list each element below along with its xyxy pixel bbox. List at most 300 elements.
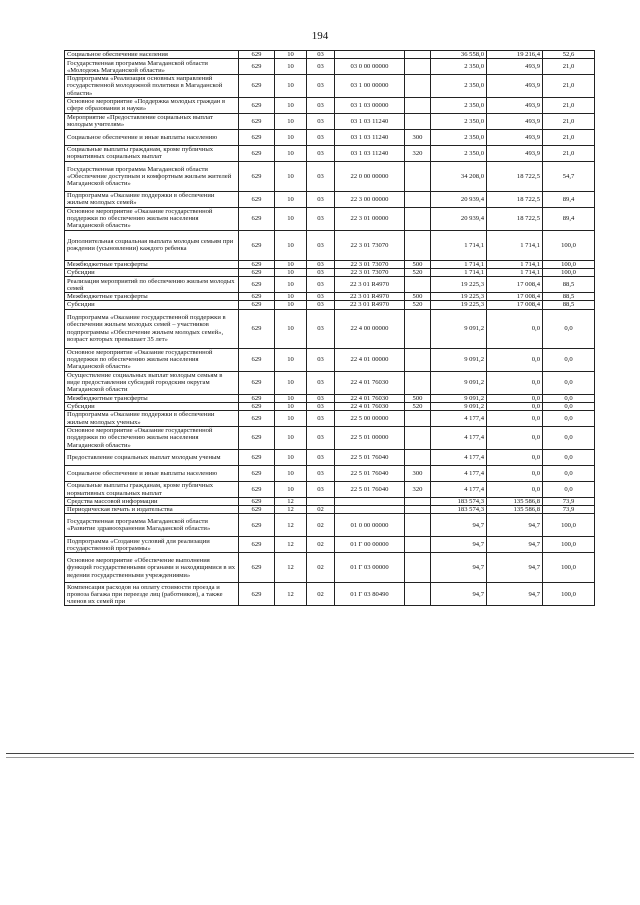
cell-grbs: 629 — [239, 583, 275, 606]
table-row — [65, 537, 595, 553]
cell-rz: 10 — [275, 51, 307, 59]
cell-rz: 10 — [275, 75, 307, 98]
cell-rz: 10 — [275, 97, 307, 113]
cell-plan: 183 574,3 — [431, 498, 487, 506]
cell-pr: 02 — [307, 583, 335, 606]
cell-name: Социальное обеспечение населения — [65, 51, 239, 59]
cell-csr: 22 4 01 76030 — [335, 371, 405, 394]
cell-plan: 94,7 — [431, 583, 487, 606]
table-row — [65, 402, 595, 410]
cell-plan: 1 714,1 — [431, 260, 487, 268]
cell-pr: 03 — [307, 309, 335, 348]
table-row — [65, 277, 595, 293]
cell-rz: 10 — [275, 230, 307, 260]
cell-pr: 03 — [307, 113, 335, 129]
cell-grbs: 629 — [239, 145, 275, 161]
cell-csr — [335, 51, 405, 59]
cell-vr — [405, 207, 431, 230]
cell-name: Социальные выплаты гражданам, кроме публичных нормативных социальных выплат — [65, 145, 239, 161]
table-row — [65, 498, 595, 506]
cell-pr: 03 — [307, 466, 335, 482]
cell-grbs: 629 — [239, 293, 275, 301]
cell-pr: 02 — [307, 553, 335, 583]
cell-plan: 9 091,2 — [431, 402, 487, 410]
table-row — [65, 371, 595, 394]
cell-csr: 22 3 00 00000 — [335, 191, 405, 207]
cell-pr: 03 — [307, 371, 335, 394]
cell-fact: 17 008,4 — [487, 277, 543, 293]
cell-pct: 0,0 — [543, 309, 595, 348]
cell-grbs: 629 — [239, 260, 275, 268]
cell-rz: 10 — [275, 394, 307, 402]
cell-grbs: 629 — [239, 113, 275, 129]
cell-rz: 10 — [275, 301, 307, 309]
cell-plan: 183 574,3 — [431, 506, 487, 514]
cell-pct: 73,9 — [543, 506, 595, 514]
cell-pr: 03 — [307, 260, 335, 268]
cell-vr — [405, 161, 431, 191]
cell-fact: 493,9 — [487, 129, 543, 145]
cell-grbs: 629 — [239, 498, 275, 506]
cell-name: Межбюджетные трансферты — [65, 293, 239, 301]
cell-rz: 10 — [275, 59, 307, 75]
table-row — [65, 51, 595, 59]
cell-rz: 12 — [275, 537, 307, 553]
cell-pr: 03 — [307, 411, 335, 427]
cell-plan: 9 091,2 — [431, 309, 487, 348]
table-row — [65, 161, 595, 191]
cell-name: Основное мероприятие «Обеспечение выполнения функций государственными органами и находящимися в их ведении государственными учреждениями» — [65, 553, 239, 583]
cell-csr: 22 3 01 73070 — [335, 269, 405, 277]
cell-grbs: 629 — [239, 537, 275, 553]
cell-rz: 10 — [275, 466, 307, 482]
cell-pct: 21,0 — [543, 59, 595, 75]
cell-name: Государственная программа Магаданской области «Развитие здравоохранения Магаданской области» — [65, 514, 239, 537]
cell-rz: 10 — [275, 348, 307, 371]
cell-rz: 10 — [275, 293, 307, 301]
cell-plan: 19 225,3 — [431, 301, 487, 309]
table-row — [65, 514, 595, 537]
cell-rz: 10 — [275, 371, 307, 394]
cell-pr: 02 — [307, 537, 335, 553]
cell-grbs: 629 — [239, 207, 275, 230]
table-row — [65, 59, 595, 75]
cell-csr: 22 4 01 76030 — [335, 394, 405, 402]
cell-vr — [405, 537, 431, 553]
cell-pct: 54,7 — [543, 161, 595, 191]
cell-pct: 100,0 — [543, 553, 595, 583]
cell-rz: 10 — [275, 402, 307, 410]
cell-fact: 94,7 — [487, 553, 543, 583]
table-row — [65, 309, 595, 348]
cell-plan: 1 714,1 — [431, 269, 487, 277]
cell-vr — [405, 348, 431, 371]
cell-vr — [405, 75, 431, 98]
cell-name: Основное мероприятие «Оказание государственной поддержки по обеспечению жильем населения Магаданской области» — [65, 348, 239, 371]
cell-name: Подпрограмма «Оказание поддержки в обеспечении жильем молодых ученых» — [65, 411, 239, 427]
cell-plan: 4 177,4 — [431, 482, 487, 498]
cell-name: Осуществление социальных выплат молодым семьям в виде предоставления субсидий городским округам Магаданской области — [65, 371, 239, 394]
cell-csr: 03 1 03 11240 — [335, 129, 405, 145]
cell-csr: 22 3 01 R4970 — [335, 293, 405, 301]
cell-rz: 10 — [275, 309, 307, 348]
cell-name: Субсидии — [65, 402, 239, 410]
cell-fact: 0,0 — [487, 402, 543, 410]
cell-grbs: 629 — [239, 411, 275, 427]
cell-vr: 320 — [405, 145, 431, 161]
cell-pct: 0,0 — [543, 394, 595, 402]
cell-vr: 500 — [405, 293, 431, 301]
cell-rz: 12 — [275, 553, 307, 583]
cell-csr: 01 Г 00 00000 — [335, 537, 405, 553]
cell-fact: 493,9 — [487, 59, 543, 75]
cell-pct: 0,0 — [543, 482, 595, 498]
cell-rz: 10 — [275, 269, 307, 277]
cell-name: Подпрограмма «Оказание государственной поддержки в обеспечении жильем молодых семей – участников подпрограммы «Обеспечение жильем молодых семей», возраст которых превышает 35 лет» — [65, 309, 239, 348]
cell-rz: 10 — [275, 260, 307, 268]
cell-pct: 100,0 — [543, 583, 595, 606]
cell-vr — [405, 59, 431, 75]
cell-vr — [405, 411, 431, 427]
cell-fact: 18 722,5 — [487, 161, 543, 191]
cell-vr: 320 — [405, 482, 431, 498]
cell-grbs: 629 — [239, 230, 275, 260]
cell-plan: 9 091,2 — [431, 348, 487, 371]
table-row — [65, 145, 595, 161]
cell-plan: 94,7 — [431, 537, 487, 553]
table-row — [65, 482, 595, 498]
cell-csr: 22 3 01 R4970 — [335, 301, 405, 309]
cell-vr: 300 — [405, 129, 431, 145]
cell-pct: 21,0 — [543, 113, 595, 129]
table-row — [65, 113, 595, 129]
cell-fact: 0,0 — [487, 394, 543, 402]
cell-pr: 03 — [307, 293, 335, 301]
table-row — [65, 97, 595, 113]
cell-grbs: 629 — [239, 506, 275, 514]
cell-grbs: 629 — [239, 129, 275, 145]
cell-pr: 02 — [307, 514, 335, 537]
cell-csr: 22 5 01 76040 — [335, 466, 405, 482]
cell-grbs: 629 — [239, 371, 275, 394]
cell-pct: 88,5 — [543, 293, 595, 301]
cell-pr: 03 — [307, 51, 335, 59]
cell-pct: 21,0 — [543, 129, 595, 145]
cell-csr: 22 4 00 00000 — [335, 309, 405, 348]
table-row — [65, 75, 595, 98]
cell-plan: 20 939,4 — [431, 207, 487, 230]
cell-pr: 03 — [307, 230, 335, 260]
cell-vr: 520 — [405, 301, 431, 309]
cell-pct: 0,0 — [543, 427, 595, 450]
cell-fact: 0,0 — [487, 466, 543, 482]
cell-vr — [405, 427, 431, 450]
cell-vr — [405, 51, 431, 59]
cell-csr: 01 Г 03 80490 — [335, 583, 405, 606]
cell-fact: 0,0 — [487, 371, 543, 394]
table-row — [65, 506, 595, 514]
cell-pr: 03 — [307, 277, 335, 293]
cell-rz: 10 — [275, 277, 307, 293]
cell-pr: 03 — [307, 59, 335, 75]
cell-plan: 94,7 — [431, 514, 487, 537]
cell-pct: 100,0 — [543, 514, 595, 537]
table-row — [65, 466, 595, 482]
cell-rz: 10 — [275, 191, 307, 207]
cell-grbs: 629 — [239, 394, 275, 402]
cell-name: Подпрограмма «Реализация основных направлений государственной молодежной политики в Магаданской области» — [65, 75, 239, 98]
budget-table-body — [65, 51, 595, 606]
cell-vr: 520 — [405, 269, 431, 277]
cell-name: Субсидии — [65, 301, 239, 309]
cell-vr — [405, 277, 431, 293]
cell-pct: 0,0 — [543, 402, 595, 410]
cell-pct: 88,5 — [543, 301, 595, 309]
cell-name: Дополнительная социальная выплата молодым семьям при рождении (усыновлении) каждого ребенка — [65, 230, 239, 260]
cell-csr: 22 5 01 76040 — [335, 482, 405, 498]
cell-pr: 03 — [307, 402, 335, 410]
budget-table — [64, 50, 595, 606]
footer-rule — [6, 753, 634, 754]
table-row — [65, 191, 595, 207]
cell-name: Подпрограмма «Создание условий для реализации государственной программы» — [65, 537, 239, 553]
cell-rz: 10 — [275, 207, 307, 230]
cell-fact: 135 586,8 — [487, 506, 543, 514]
page-number: 194 — [311, 30, 329, 42]
cell-grbs: 629 — [239, 161, 275, 191]
cell-plan: 34 208,0 — [431, 161, 487, 191]
cell-pr: 03 — [307, 348, 335, 371]
cell-vr — [405, 191, 431, 207]
cell-name: Периодическая печать и издательства — [65, 506, 239, 514]
cell-csr: 22 4 01 76030 — [335, 402, 405, 410]
cell-csr: 22 3 01 73070 — [335, 260, 405, 268]
cell-pr: 03 — [307, 207, 335, 230]
cell-pct: 0,0 — [543, 348, 595, 371]
cell-rz: 12 — [275, 583, 307, 606]
table-row — [65, 394, 595, 402]
cell-vr — [405, 583, 431, 606]
cell-fact: 19 216,4 — [487, 51, 543, 59]
cell-plan: 2 350,0 — [431, 75, 487, 98]
cell-rz: 10 — [275, 482, 307, 498]
cell-fact: 135 586,8 — [487, 498, 543, 506]
cell-vr — [405, 514, 431, 537]
cell-grbs: 629 — [239, 450, 275, 466]
table-row — [65, 301, 595, 309]
cell-csr: 22 5 01 76040 — [335, 450, 405, 466]
cell-pr: 03 — [307, 394, 335, 402]
cell-csr: 03 1 03 00000 — [335, 97, 405, 113]
cell-pct: 0,0 — [543, 411, 595, 427]
cell-csr: 22 5 01 00000 — [335, 427, 405, 450]
cell-name: Социальное обеспечение и иные выплаты населению — [65, 466, 239, 482]
cell-name: Мероприятие «Предоставление социальных выплат молодым учителям» — [65, 113, 239, 129]
cell-pct: 100,0 — [543, 537, 595, 553]
cell-rz: 10 — [275, 145, 307, 161]
cell-grbs: 629 — [239, 514, 275, 537]
cell-csr: 03 1 00 00000 — [335, 75, 405, 98]
cell-plan: 1 714,1 — [431, 230, 487, 260]
cell-pr: 03 — [307, 129, 335, 145]
cell-fact: 94,7 — [487, 537, 543, 553]
cell-vr — [405, 498, 431, 506]
cell-fact: 0,0 — [487, 411, 543, 427]
cell-plan: 94,7 — [431, 553, 487, 583]
cell-pr: 03 — [307, 482, 335, 498]
cell-plan: 2 350,0 — [431, 129, 487, 145]
cell-fact: 17 008,4 — [487, 301, 543, 309]
cell-fact: 18 722,5 — [487, 207, 543, 230]
cell-pct: 0,0 — [543, 450, 595, 466]
cell-pct: 21,0 — [543, 145, 595, 161]
cell-plan: 4 177,4 — [431, 427, 487, 450]
cell-rz: 10 — [275, 129, 307, 145]
cell-plan: 19 225,3 — [431, 277, 487, 293]
cell-grbs: 629 — [239, 191, 275, 207]
cell-pr: 03 — [307, 97, 335, 113]
cell-rz: 10 — [275, 113, 307, 129]
cell-name: Государственная программа Магаданской области «Молодежь Магаданской области» — [65, 59, 239, 75]
table-row — [65, 411, 595, 427]
cell-rz: 12 — [275, 514, 307, 537]
table-row — [65, 553, 595, 583]
cell-grbs: 629 — [239, 466, 275, 482]
cell-grbs: 629 — [239, 97, 275, 113]
cell-fact: 1 714,1 — [487, 260, 543, 268]
cell-plan: 36 558,0 — [431, 51, 487, 59]
table-row — [65, 230, 595, 260]
cell-fact: 0,0 — [487, 309, 543, 348]
table-row — [65, 269, 595, 277]
cell-fact: 1 714,1 — [487, 230, 543, 260]
cell-plan: 2 350,0 — [431, 145, 487, 161]
cell-vr — [405, 553, 431, 583]
cell-name: Межбюджетные трансферты — [65, 260, 239, 268]
cell-pct: 0,0 — [543, 466, 595, 482]
cell-pr: 02 — [307, 506, 335, 514]
table-row — [65, 583, 595, 606]
cell-grbs: 629 — [239, 482, 275, 498]
cell-csr: 01 Г 03 00000 — [335, 553, 405, 583]
cell-rz: 12 — [275, 506, 307, 514]
cell-plan: 2 350,0 — [431, 113, 487, 129]
cell-grbs: 629 — [239, 269, 275, 277]
cell-vr — [405, 371, 431, 394]
cell-vr: 500 — [405, 260, 431, 268]
cell-csr: 01 0 00 00000 — [335, 514, 405, 537]
footer-rule-secondary — [6, 757, 634, 758]
cell-name: Межбюджетные трансферты — [65, 394, 239, 402]
cell-rz: 12 — [275, 498, 307, 506]
cell-name: Средства массовой информации — [65, 498, 239, 506]
cell-pr: 03 — [307, 145, 335, 161]
cell-vr — [405, 230, 431, 260]
table-row — [65, 348, 595, 371]
cell-pr — [307, 498, 335, 506]
cell-fact: 94,7 — [487, 583, 543, 606]
cell-fact: 493,9 — [487, 145, 543, 161]
cell-grbs: 629 — [239, 51, 275, 59]
cell-pct: 88,5 — [543, 277, 595, 293]
cell-grbs: 629 — [239, 277, 275, 293]
cell-vr — [405, 309, 431, 348]
cell-pct: 100,0 — [543, 269, 595, 277]
cell-name: Государственная программа Магаданской области «Обеспечение доступным и комфортным жильем жителей Магаданской области» — [65, 161, 239, 191]
cell-fact: 0,0 — [487, 427, 543, 450]
cell-fact: 0,0 — [487, 482, 543, 498]
cell-name: Подпрограмма «Оказание поддержки в обеспечении жильем молодых семей» — [65, 191, 239, 207]
cell-pr: 03 — [307, 427, 335, 450]
cell-name: Предоставление социальных выплат молодым ученым — [65, 450, 239, 466]
cell-vr: 500 — [405, 394, 431, 402]
cell-name: Социальные выплаты гражданам, кроме публичных нормативных социальных выплат — [65, 482, 239, 498]
cell-pct: 89,4 — [543, 207, 595, 230]
cell-name: Реализация мероприятий по обеспечению жильем молодых семей — [65, 277, 239, 293]
cell-name: Социальное обеспечение и иные выплаты населению — [65, 129, 239, 145]
cell-pr: 03 — [307, 75, 335, 98]
cell-grbs: 629 — [239, 427, 275, 450]
cell-pct: 21,0 — [543, 75, 595, 98]
table-row — [65, 129, 595, 145]
cell-name: Компенсация расходов на оплату стоимости проезда и провоза багажа при переезде лиц (работников), а также членов их семей при — [65, 583, 239, 606]
cell-fact: 0,0 — [487, 450, 543, 466]
cell-grbs: 629 — [239, 59, 275, 75]
cell-csr: 22 5 00 00000 — [335, 411, 405, 427]
cell-fact: 94,7 — [487, 514, 543, 537]
table-row — [65, 260, 595, 268]
cell-csr — [335, 498, 405, 506]
cell-csr: 22 3 01 00000 — [335, 207, 405, 230]
cell-fact: 493,9 — [487, 97, 543, 113]
cell-grbs: 629 — [239, 301, 275, 309]
cell-plan: 4 177,4 — [431, 466, 487, 482]
cell-vr: 520 — [405, 402, 431, 410]
table-row — [65, 450, 595, 466]
cell-fact: 493,9 — [487, 113, 543, 129]
cell-rz: 10 — [275, 427, 307, 450]
cell-rz: 10 — [275, 450, 307, 466]
cell-pct: 0,0 — [543, 371, 595, 394]
table-row — [65, 207, 595, 230]
cell-csr: 03 1 03 11240 — [335, 113, 405, 129]
cell-fact: 17 008,4 — [487, 293, 543, 301]
cell-grbs: 629 — [239, 75, 275, 98]
cell-csr: 03 0 00 00000 — [335, 59, 405, 75]
cell-fact: 0,0 — [487, 348, 543, 371]
cell-pct: 100,0 — [543, 230, 595, 260]
cell-csr: 03 1 03 11240 — [335, 145, 405, 161]
cell-plan: 9 091,2 — [431, 394, 487, 402]
cell-pct: 100,0 — [543, 260, 595, 268]
cell-plan: 4 177,4 — [431, 450, 487, 466]
cell-csr — [335, 506, 405, 514]
cell-vr — [405, 450, 431, 466]
cell-plan: 4 177,4 — [431, 411, 487, 427]
cell-vr: 300 — [405, 466, 431, 482]
cell-csr: 22 0 00 00000 — [335, 161, 405, 191]
cell-vr — [405, 97, 431, 113]
table-row — [65, 293, 595, 301]
cell-pct: 73,9 — [543, 498, 595, 506]
cell-grbs: 629 — [239, 402, 275, 410]
cell-pr: 03 — [307, 301, 335, 309]
cell-vr — [405, 113, 431, 129]
cell-plan: 2 350,0 — [431, 59, 487, 75]
cell-name: Основное мероприятие «Поддержка молодых граждан в сфере образования и науки» — [65, 97, 239, 113]
cell-csr: 22 3 01 73070 — [335, 230, 405, 260]
cell-plan: 9 091,2 — [431, 371, 487, 394]
